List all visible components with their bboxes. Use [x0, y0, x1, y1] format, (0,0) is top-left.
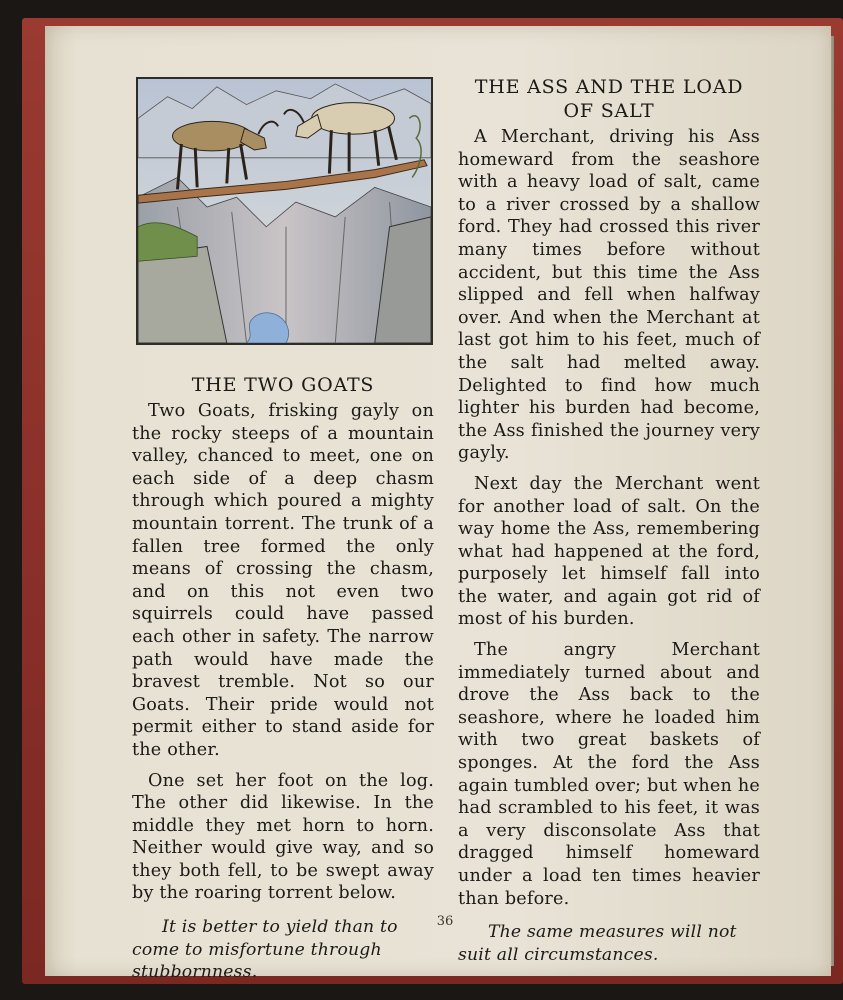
- story-paragraph: One set her foot on the log. The other did likewise. In the middle they met horn to horn. Neither would give way, and so they both fell, to be swept away by the roaring torrent below.: [132, 770, 434, 904]
- story-paragraph: The angry Merchant immediately turned about and drove the Ass back to the seashore, where he loaded him with two great baskets of sponges. At the ford the Ass again tumbled over; but when he had scrambled to his feet, it was a very disconsolate Ass that dragged himself homeward under a load ten times heavier than before.: [458, 640, 760, 909]
- goats-on-log-picture: [138, 79, 431, 343]
- story-paragraph: Two Goats, frisking gayly on the rocky steeps of a mountain valley, chanced to meet, one on each side of a deep chasm through which poured a mighty mountain torrent. The trunk of a fallen tree formed the only means of crossing the chasm, and on this not even two squirrels could have passed each other in safety. The narrow path would have made the bravest tremble. Not so our Goats. Their pride would not permit either to stand aside for the other.: [132, 401, 434, 760]
- story-paragraph: Next day the Merchant went for another load of salt. On the way home the Ass, remembering what had happened at the ford, purposely let himself fall into the water, and again got rid of most of his burden.: [458, 473, 760, 630]
- right-story: [458, 75, 760, 974]
- story-paragraph: A Merchant, driving his Ass homeward from the seashore with a heavy load of salt, came to a river crossed by a shallow ford. They had crossed this river many times before without accident, but this time the Ass slipped and fell when halfway over. And when the Merchant at last got him to his feet, much of the salt had melted away. Delighted to find how much lighter his burden had become, the Ass finished the journey very gayly.: [458, 127, 760, 464]
- two-goats-illustration: [136, 77, 433, 345]
- left-story: [132, 373, 434, 992]
- page-number: 36: [436, 914, 454, 929]
- story-title-two-goats: THE TWO GOATS: [191, 374, 375, 396]
- story-moral: The same measures will not suit all circumstances.: [458, 922, 737, 965]
- story-title-ass-and-salt: THE ASS AND THE LOAD OF SALT: [474, 76, 744, 122]
- story-moral: It is better to yield than to come to misfortune through stubbornness.: [132, 917, 398, 983]
